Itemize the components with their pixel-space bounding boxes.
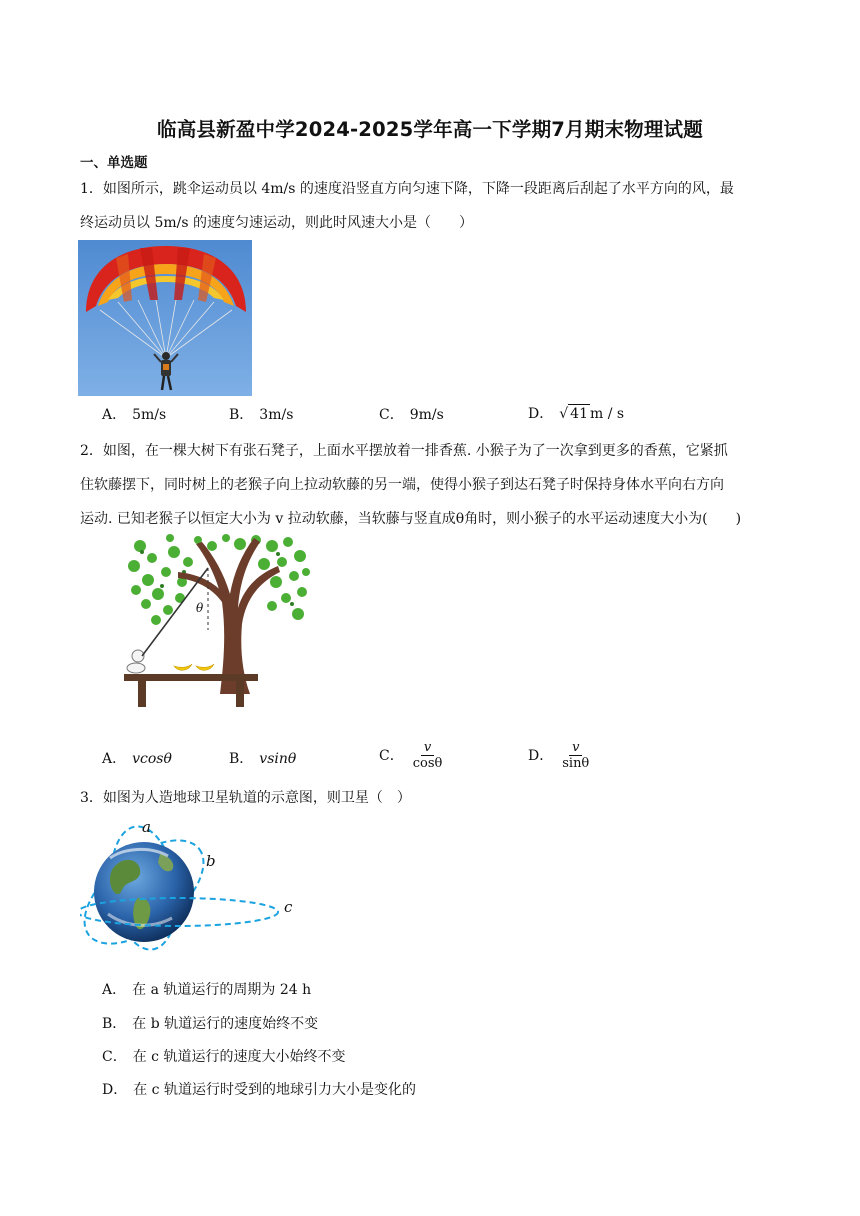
q1-option-d[interactable]	[528, 404, 624, 423]
q2-stem-line1: 2．如图，在一棵大树下有张石凳子，上面水平摆放着一排香蕉. 小猴子为了一次拿到更多的香蕉，它紧抓	[80, 443, 728, 459]
option-text: vcosθ	[132, 751, 172, 767]
option-text: 9m/s	[409, 407, 444, 423]
option-label: B．	[229, 751, 254, 767]
fraction	[559, 740, 592, 771]
q1-option-b[interactable]	[229, 406, 293, 424]
earth-orbits-diagram-icon	[80, 818, 300, 956]
option-text: 在 c 轨道运行的速度大小始终不变	[132, 1049, 346, 1065]
q2-option-c[interactable]	[379, 740, 445, 771]
q2-stem-line2: 住软藤摆下，同时树上的老猴子向上拉动软藤的另一端，使得小猴子到达石凳子时保持身体水平向右方向	[80, 477, 724, 493]
sqrt-sign-icon: √	[559, 406, 569, 422]
fraction-denominator: sinθ	[562, 756, 590, 771]
parachutist-photo-icon	[78, 240, 252, 396]
q3-option-b[interactable]	[102, 1015, 318, 1033]
option-unit: m / s	[589, 406, 625, 422]
option-label: D．	[102, 1082, 128, 1098]
option-label: C．	[379, 407, 404, 423]
option-label: B．	[102, 1016, 127, 1032]
orbit-b-label: b	[206, 852, 216, 870]
q1-option-a[interactable]	[102, 406, 166, 424]
sqrt-expression	[559, 404, 590, 423]
q2-option-d[interactable]	[528, 740, 592, 771]
page-title: 临高县新盈中学2024-2025学年高一下学期7月期末物理试题	[157, 118, 703, 141]
fraction	[410, 740, 446, 771]
q2-option-b[interactable]	[229, 750, 296, 768]
option-text: 在 a 轨道运行的周期为 24 h	[132, 982, 312, 998]
q3-option-d[interactable]	[102, 1081, 416, 1099]
option-label: D．	[528, 747, 554, 764]
q3-option-a[interactable]	[102, 981, 311, 999]
option-text: 3m/s	[259, 407, 294, 423]
section-heading: 一、单选题	[80, 155, 148, 171]
option-label: D．	[528, 406, 554, 422]
tree-monkey-diagram-icon	[122, 532, 312, 710]
q1-stem-line2: 终运动员以 5m/s 的速度匀速运动，则此时风速大小是（ ）	[80, 215, 473, 231]
option-text: 在 b 轨道运行的速度始终不变	[132, 1016, 319, 1032]
q3-stem-line1: 3．如图为人造地球卫星轨道的示意图，则卫星（ ）	[80, 790, 411, 806]
fraction-denominator: cosθ	[412, 756, 443, 771]
q1-stem-line1: 1．如图所示，跳伞运动员以 4m/s 的速度沿竖直方向匀速下降，下降一段距离后刮起了水平方向的风，最	[80, 181, 734, 197]
q2-option-a[interactable]	[102, 750, 172, 768]
option-label: A．	[102, 982, 127, 998]
q2-stem-line3: 运动. 已知老猴子以恒定大小为 v 拉动软藤，当软藤与竖直成θ角时，则小猴子的水平运动速度大小为( )	[80, 511, 742, 527]
q3-option-c[interactable]	[102, 1048, 345, 1066]
option-text: 5m/s	[132, 407, 167, 423]
option-text: vsinθ	[259, 751, 297, 767]
fraction-numerator: v	[421, 740, 434, 756]
sqrt-radicand: 41	[570, 406, 588, 422]
option-label: C．	[102, 1049, 127, 1065]
orbit-c-label: c	[284, 898, 293, 916]
fraction-numerator: v	[569, 740, 582, 756]
option-label: A．	[102, 751, 127, 767]
option-label: C．	[379, 747, 404, 764]
q1-option-c[interactable]	[379, 406, 444, 424]
orbit-a-label: a	[142, 818, 151, 836]
option-label: B．	[229, 407, 254, 423]
theta-label: θ	[196, 601, 204, 615]
option-label: A．	[102, 407, 127, 423]
option-text: 在 c 轨道运行时受到的地球引力大小是变化的	[133, 1082, 416, 1098]
